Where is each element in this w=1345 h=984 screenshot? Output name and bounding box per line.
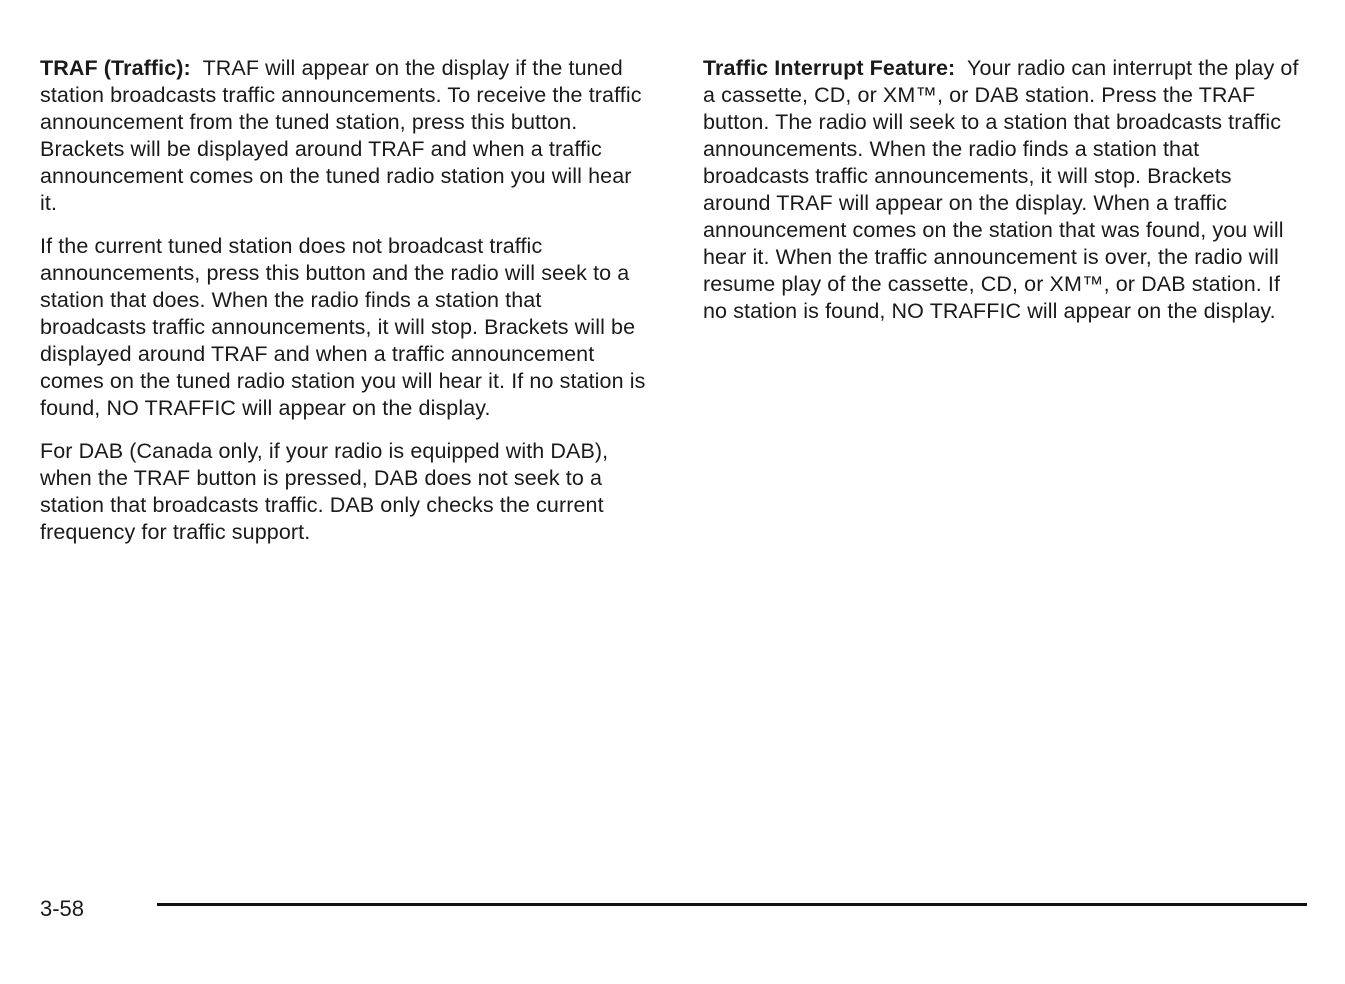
left-column xyxy=(40,55,652,562)
footer-rule xyxy=(157,903,1307,906)
traffic-interrupt-paragraph xyxy=(703,55,1303,325)
dab-paragraph: For DAB (Canada only, if your radio is equipped with DAB), when the TRAF button is pressed, DAB does not seek to a station that broadcasts traffic. DAB only checks the current frequency for traffic support. xyxy=(40,439,609,544)
traf-paragraph xyxy=(40,55,652,217)
no-traffic-paragraph: If the current tuned station does not broadcast traffic announcements, press this button and the radio will seek to a station that does. When the radio finds a station that broadcasts traffic announcements, it will stop. Brackets will be displayed around TRAF and when a traffic announcement comes on the tuned radio station you will hear it. If no station is found, NO TRAFFIC will appear on the display. xyxy=(40,234,646,420)
traffic-interrupt-body: Your radio can interrupt the play of a cassette, CD, or XM™, or DAB station. Press the TRAF button. The radio will seek to a station that broadcasts traffic announcements. When the radio finds a station that broadcasts traffic announcements, it will stop. Brackets around TRAF will appear on the display. When a traffic announcement comes on the station that was found, you will hear it. When the traffic announcement is over, the radio will resume play of the cassette, CD, or XM™, or DAB station. If no station is found, NO TRAFFIC will appear on the display. xyxy=(703,56,1299,323)
traf-heading: TRAF (Traffic): xyxy=(40,56,191,80)
traf-body: TRAF will appear on the display if the tuned station broadcasts traffic announcements. To receive the traffic announcement from the tuned station, press this button. Brackets will be displayed around TRAF and when a traffic announcement comes on the tuned radio station you will hear it. xyxy=(40,56,642,215)
right-column xyxy=(703,55,1303,341)
page-number: 3-58 xyxy=(40,896,85,921)
traffic-interrupt-heading: Traffic Interrupt Feature: xyxy=(703,56,956,80)
